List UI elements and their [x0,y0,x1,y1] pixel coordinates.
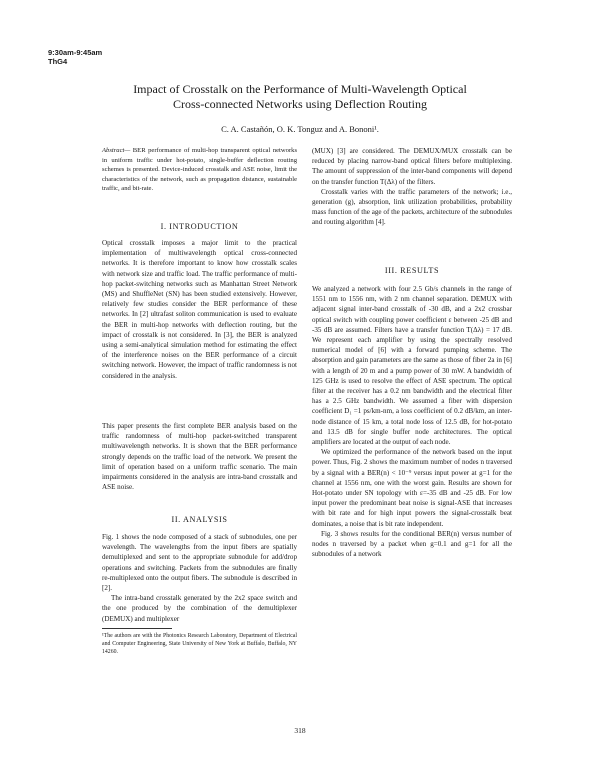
paragraph: Fig. 1 shows the node composed of a stack of subnodules, one per wavelength. The wavelengths from the input fibers are spatially demultiplexed and sent to the appropriate subnodule for add/drop operations and switching. Packets from the subnodules are finally re-multiplexed onto the output fibers. The subnodule is described in [2]. [102,533,297,593]
results-body [312,284,512,559]
abstract [102,146,297,194]
paragraph: (MUX) [3] are considered. The DEMUX/MUX crosstalk can be reduced by placing narrow-band optical filters before multiplexing. The amount of suppression of the inter-band components will depend on the transfer function T(Δλ) of the filters. [312,147,512,186]
section-heading-analysis: II. ANALYSIS [171,515,228,524]
paragraph: We analyzed a network with four 2.5 Gb/s channels in the range of 1551 nm to 1556 nm, with 2 nm channel separation. DEMUX with adjacent signal inter-band crosstalk of -30 dB, and a 2x2 crossbar optical switch with coupling power coefficient ε between -25 dB and -35 dB are assumed. Filters have a transfer function T(Δλ) = 17 dB. We represent each amplifier by using the spectrally resolved numerical model of [6] with a forward pumping scheme. The absorption and gain parameters are the same as those of fiber 2a in [6] with a length of 20 m and a pump power of 30 mW. A bandwidth of 125 GHz is used to resolve the effect of ASE spectrum. The optical filter at the receiver has a 0.2 nm bandwidth and the electrical filter has a 2.5 GHz bandwidth. We assumed a fiber with dispersion coefficient D₁ =1 ps/km-nm, a loss coefficient of 0.2 dB/km, an inter-node distance of 15 km, a total node loss of 12.5 dB, for hot-potato and 13.5 dB for single buffer node architectures. The optical amplifiers are located at the output of each node. [312,285,512,447]
right-column-top [312,146,512,228]
abstract-label: Abstract— [102,147,131,154]
paragraph: Crosstalk varies with the traffic parameters of the network; i.e., generation (g), absorption, link utilization probabilities, probability mass function of the age of the packets, architecture of the subnodules and routing algorithm [4]. [312,187,512,227]
paragraph: Fig. 3 shows results for the conditional BER(n) versus number of nodes n traversed by a packet when g=0.1 and g=1 for all the subnodules of a network [312,529,512,559]
session-time: 9:30am-9:45am [48,48,103,57]
paragraph: The intra-band crosstalk generated by the 2x2 space switch and the one produced by the combination of the demultiplexer (DEMUX) and multiplexer [102,594,297,623]
analysis-body [102,532,297,624]
title-line-1: Impact of Crosstalk on the Performance of Multi-Wavelength Optical [133,82,467,96]
session-info [48,48,102,66]
session-code: ThG4 [48,57,68,66]
introduction-body-2 [102,421,297,492]
paragraph: Optical crosstalk imposes a major limit to the practical implementation of multiwavelength optical cross-connected networks. It is therefore important to know how crosstalk scales with network size and traffic load. The traffic performance of multi-hop packet-switching networks such as Manhattan Street Network (MS) and ShuffleNet (SN) has been studied extensively. However, relatively few studies consider the BER performance of these networks. In [2] ultrafast soliton communication is used to evaluate the BER in multi-hop networks with deflection routing, but the impact of crosstalk is not considered. In [3], the BER is analyzed using a semi-analytical simulation method for estimating the effect of the interference noises on the BER performance of a circuit switching network. However, the impact of traffic randomness is not considered in the analysis. [102,239,297,380]
page-number: 318 [294,726,306,735]
footnote: ¹The authors are with the Photonics Research Laboratory, Department of Electrical and Computer Engineering, State University of New York at Buffalo, Buffalo, NY 14260. [102,633,297,655]
section-heading-results: III. RESULTS [384,266,440,275]
footnote-rule [102,628,172,629]
paragraph: This paper presents the first complete BER analysis based on the traffic randomness of multi-hop packet-switched transparent multiwavelength networks. It is shown that the BER performance strongly depends on the traffic load of the network. We present the limit of operation based on a uniform traffic scenario. The main impairments considered in the analysis are intra-band crosstalk and ASE noise. [102,422,297,492]
introduction-body [102,238,297,381]
authors: C. A. Castañón, O. K. Tonguz and A. Bononi¹. [221,124,379,134]
paragraph: We optimized the performance of the network based on the input power. Thus, Fig. 2 shows the maximum number of nodes n traversed by a signal with a BER(n) < 10⁻⁹ versus input power at g=1 for the channel at 1556 nm, one with the worst gain. Results are shown for Hot-potato under SN topology with ε=-35 dB and -25 dB. For low input power the predominant beat noise is signal-ASE that increases with bit rate and for high input powers the signal-crosstalk beat dominates, a noise that is bit rate independent. [312,448,512,528]
section-heading-introduction: I. INTRODUCTION [160,222,239,231]
abstract-text: BER performance of multi-hop transparent optical networks in uniform traffic under hot-potato, single-buffer deflection routing schemes is presented. Device-induced crosstalk and ASE noise, limit the characteristics of the network, such as propagation distance, sustainable traffic, and bit-rate. [102,147,298,193]
paper-title [90,82,510,112]
title-line-2: Cross-connected Networks using Deflection Routing [173,97,427,111]
